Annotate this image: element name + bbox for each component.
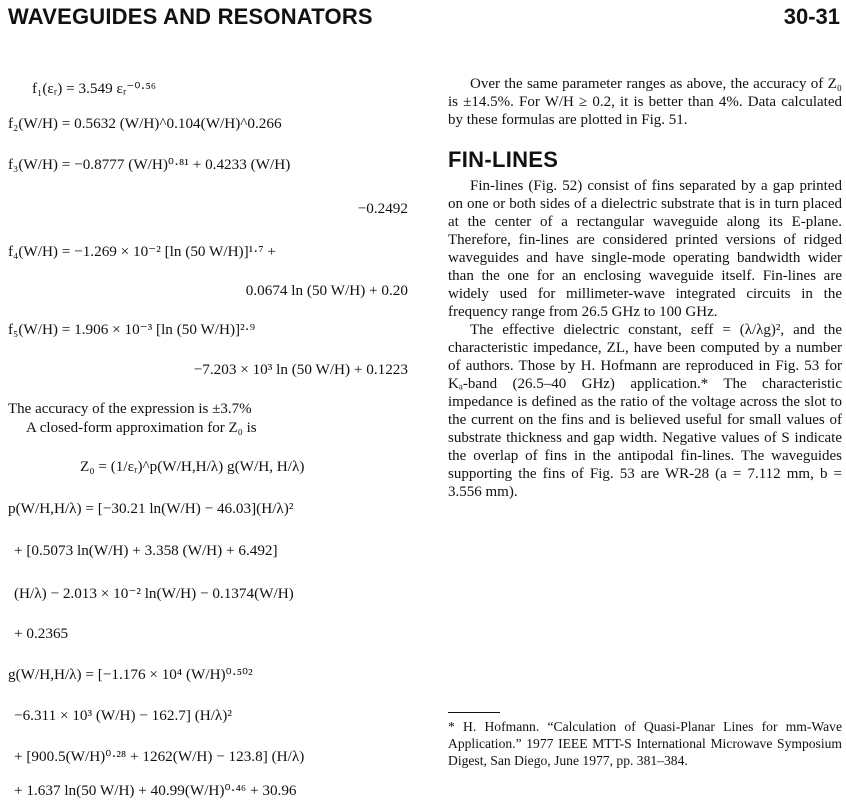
equation-p-line3: (H/λ) − 2.013 × 10⁻² ln(W/H) − 0.1374(W/H)	[14, 585, 294, 602]
equation-f3-line1: f₃(W/H) = −0.8777 (W/H)⁰·⁸¹ + 0.4233 (W/H)	[8, 156, 291, 173]
paragraph-fin-lines-intro: Fin-lines (Fig. 52) consist of fins separated by a gap printed on one or both sides of a dielectric substrate that is in turn placed at the center of a rectangular waveguide along its E-plane. Therefore, fin-lines are considered printed versions of ridged waveguides and have single-mode operating bandwidth wider than the one for an enclosing waveguide itself. Fin-lines are widely used for millimeter-wave integrated circuits in the frequency range from 26.5 GHz to 100 GHz.	[448, 178, 842, 320]
equation-p-line1: p(W/H,H/λ) = [−30.21 ln(W/H) − 46.03](H/λ)²	[8, 500, 294, 517]
equation-g-line4: + 1.637 ln(50 W/H) + 40.99(W/H)⁰·⁴⁶ + 30.96	[14, 782, 297, 799]
paragraph-fin-lines-impedance: The effective dielectric constant, εeff = (λ/λg)², and the characteristic impedance, ZL, have been computed by a number of authors. Those by H. Hofmann are reproduced in Fig. 53 for Kₐ-band (26.5–40 GHz) application.* The characteristic impedance is defined as the ratio of the voltage across the slot to the current on the fins and is believed useful for small values of substrate thickness and gap width. Negative values of S indicate the overlap of fins in the antipodal fin-lines. The waveguides supporting the fins of Fig. 53 are WR-28 (a = 7.112 mm, b = 3.556 mm).	[448, 322, 842, 500]
paragraph-accuracy: Over the same parameter ranges as above, the accuracy of Z₀ is ±14.5%. For W/H ≥ 0.2, it is better than 4%. Data calculated by these formulas are plotted in Fig. 51.	[448, 76, 842, 128]
equation-g-line1: g(W/H,H/λ) = [−1.176 × 10⁴ (W/H)⁰·⁵⁰²	[8, 666, 253, 683]
equation-f4-line1: f₄(W/H) = −1.269 × 10⁻² [ln (50 W/H)]¹·⁷ +	[8, 243, 276, 260]
equation-f3-line2: −0.2492	[357, 200, 408, 217]
equation-z0: Z₀ = (1/εᵣ)^p(W/H,H/λ) g(W/H, H/λ)	[80, 458, 305, 475]
running-title: WAVEGUIDES AND RESONATORS	[8, 4, 373, 29]
equation-p-line4: + 0.2365	[14, 625, 69, 642]
right-column	[448, 75, 842, 501]
equation-p-line2: + [0.5073 ln(W/H) + 3.358 (W/H) + 6.492]	[14, 542, 278, 559]
equation-g-line2: −6.311 × 10³ (W/H) − 162.7] (H/λ)²	[14, 707, 232, 724]
equation-g-line3: + [900.5(W/H)⁰·²⁸ + 1262(W/H) − 123.8] (H/λ)	[14, 748, 305, 765]
accuracy-text: The accuracy of the expression is ±3.7%	[8, 401, 252, 417]
equation-f2: f₂(W/H) = 0.5632 (W/H)^0.104(W/H)^0.266	[8, 115, 282, 132]
equation-f5-line2: −7.203 × 10³ ln (50 W/H) + 0.1223	[193, 361, 408, 378]
equation-f5-line1: f₅(W/H) = 1.906 × 10⁻³ [ln (50 W/H)]²·⁹	[8, 321, 256, 338]
page-number: 30-31	[783, 4, 840, 29]
footnote: * H. Hofmann. “Calculation of Quasi-Planar Lines for mm-Wave Application.” 1977 IEEE MTT-S International Microwave Symposium Digest, San Diego, June 1977, pp. 381–384.	[448, 719, 842, 768]
section-heading-fin-lines: FIN-LINES	[448, 147, 559, 172]
footnote-rule	[448, 712, 500, 713]
equation-f4-line2: 0.0674 ln (50 W/H) + 0.20	[245, 282, 408, 299]
page-header	[8, 4, 840, 32]
equation-f1: f₁(εᵣ) = 3.549 εᵣ⁻⁰·⁵⁶	[32, 80, 157, 97]
closed-form-text: A closed-form approximation for Z₀ is	[26, 420, 257, 436]
